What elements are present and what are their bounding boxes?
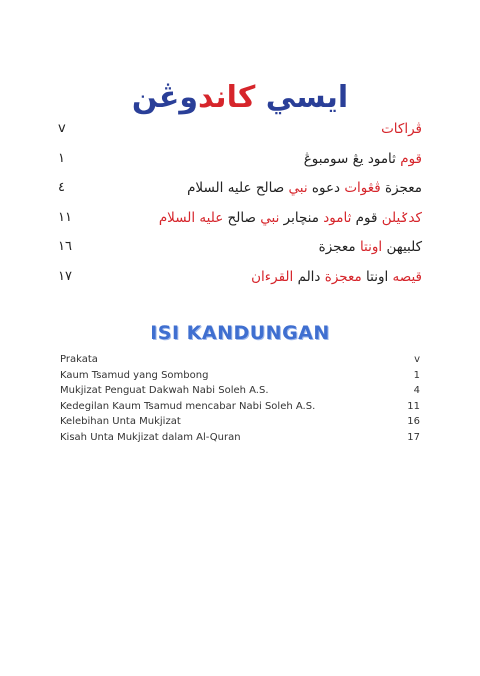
jawi-toc-entry-part: معجزة <box>318 239 360 255</box>
rumi-toc-row[interactable] <box>60 400 420 416</box>
rumi-toc-page-number: v <box>414 354 420 365</box>
jawi-toc-entry <box>304 148 422 170</box>
jawi-toc-row[interactable] <box>58 207 422 237</box>
rumi-toc-entry: Kisah Unta Mukjizat dalam Al-Quran <box>60 431 241 443</box>
jawi-title <box>0 78 480 118</box>
jawi-toc-page-number: ١٧ <box>58 268 72 284</box>
jawi-toc-page-number: ١٦ <box>58 239 72 254</box>
rumi-title: ISI KANDUNGAN <box>150 322 330 344</box>
jawi-toc-entry <box>381 118 422 140</box>
jawi-toc-entry-part: دالم <box>297 268 321 285</box>
rumi-toc-entry: Kedegilan Kaum Tsamud mencabar Nabi Soleh A.S. <box>60 400 316 412</box>
jawi-toc-entry-part: كدݢيلن <box>377 209 422 226</box>
rumi-toc-page-number: 16 <box>407 416 420 428</box>
jawi-toc-entry-part: نبي <box>288 180 308 196</box>
rumi-toc-row[interactable] <box>60 415 420 431</box>
jawi-toc-entry-part: اونتا <box>366 268 389 285</box>
jawi-toc-entry-part: ثامود <box>323 209 352 226</box>
rumi-toc-entry: Kaum Tsamud yang Sombong <box>60 369 209 381</box>
jawi-toc-entry-part: قوم <box>395 150 422 167</box>
jawi-toc-entry <box>159 207 422 229</box>
jawi-toc-row[interactable] <box>58 266 422 296</box>
jawi-toc-page-number: ١١ <box>58 209 72 225</box>
jawi-toc-entry-part: كلبيهن <box>382 239 422 255</box>
rumi-toc-page-number: 4 <box>413 385 420 397</box>
jawi-toc-row[interactable] <box>58 118 422 148</box>
jawi-toc-entry <box>187 177 422 199</box>
rumi-toc-entry: Mukjizat Penguat Dakwah Nabi Soleh A.S. <box>60 385 269 397</box>
jawi-toc-entry-part: صالح عليه السلام <box>187 180 289 196</box>
jawi-toc-entry-part: ڤراكات <box>381 121 422 137</box>
rumi-toc-page-number: 11 <box>407 400 420 412</box>
jawi-toc-entry <box>251 266 422 288</box>
jawi-toc-row[interactable] <box>58 236 422 266</box>
jawi-toc-entry-part: ثامود يڠ سومبوڠ <box>303 150 396 167</box>
jawi-toc-page-number: ١ <box>58 150 65 166</box>
jawi-toc-entry-part: معجزة <box>320 268 367 285</box>
rumi-toc-page-number: 17 <box>407 431 420 443</box>
jawi-title-part: وڠن <box>131 80 198 116</box>
rumi-table-of-contents <box>60 353 420 447</box>
jawi-toc-entry-part: ڤڠوات <box>344 180 381 196</box>
jawi-table-of-contents <box>58 118 422 295</box>
jawi-toc-entry-part: نبي <box>260 209 280 226</box>
jawi-toc-entry-part: اونتا <box>359 239 383 255</box>
rumi-toc-row[interactable] <box>60 353 420 369</box>
jawi-title-part: كاند <box>197 80 256 116</box>
rumi-toc-row[interactable] <box>60 369 420 385</box>
jawi-toc-page-number: ٤ <box>58 180 65 195</box>
jawi-toc-row[interactable] <box>58 177 422 207</box>
rumi-toc-page-number: 1 <box>413 369 420 381</box>
jawi-toc-entry-part: معجزة <box>380 180 422 196</box>
jawi-toc-entry-part: منچابر <box>279 209 324 226</box>
jawi-toc-entry-part: عليه السلام <box>158 209 224 226</box>
rumi-toc-entry: Prakata <box>60 354 98 365</box>
jawi-toc-entry-part: قيصه <box>388 268 422 285</box>
jawi-toc-entry-part: صالح <box>223 209 261 226</box>
jawi-toc-entry-part: القرءان <box>251 268 298 285</box>
rumi-toc-entry: Kelebihan Unta Mukjizat <box>60 416 181 428</box>
rumi-toc-row[interactable] <box>60 431 420 447</box>
jawi-toc-page-number: v <box>58 121 66 136</box>
jawi-toc-entry <box>319 236 422 258</box>
jawi-title-part: ايسي <box>255 80 349 116</box>
jawi-toc-entry-part: قوم <box>351 209 378 226</box>
rumi-toc-row[interactable] <box>60 384 420 400</box>
jawi-toc-entry-part: دعوه <box>307 180 345 196</box>
jawi-toc-row[interactable] <box>58 148 422 178</box>
